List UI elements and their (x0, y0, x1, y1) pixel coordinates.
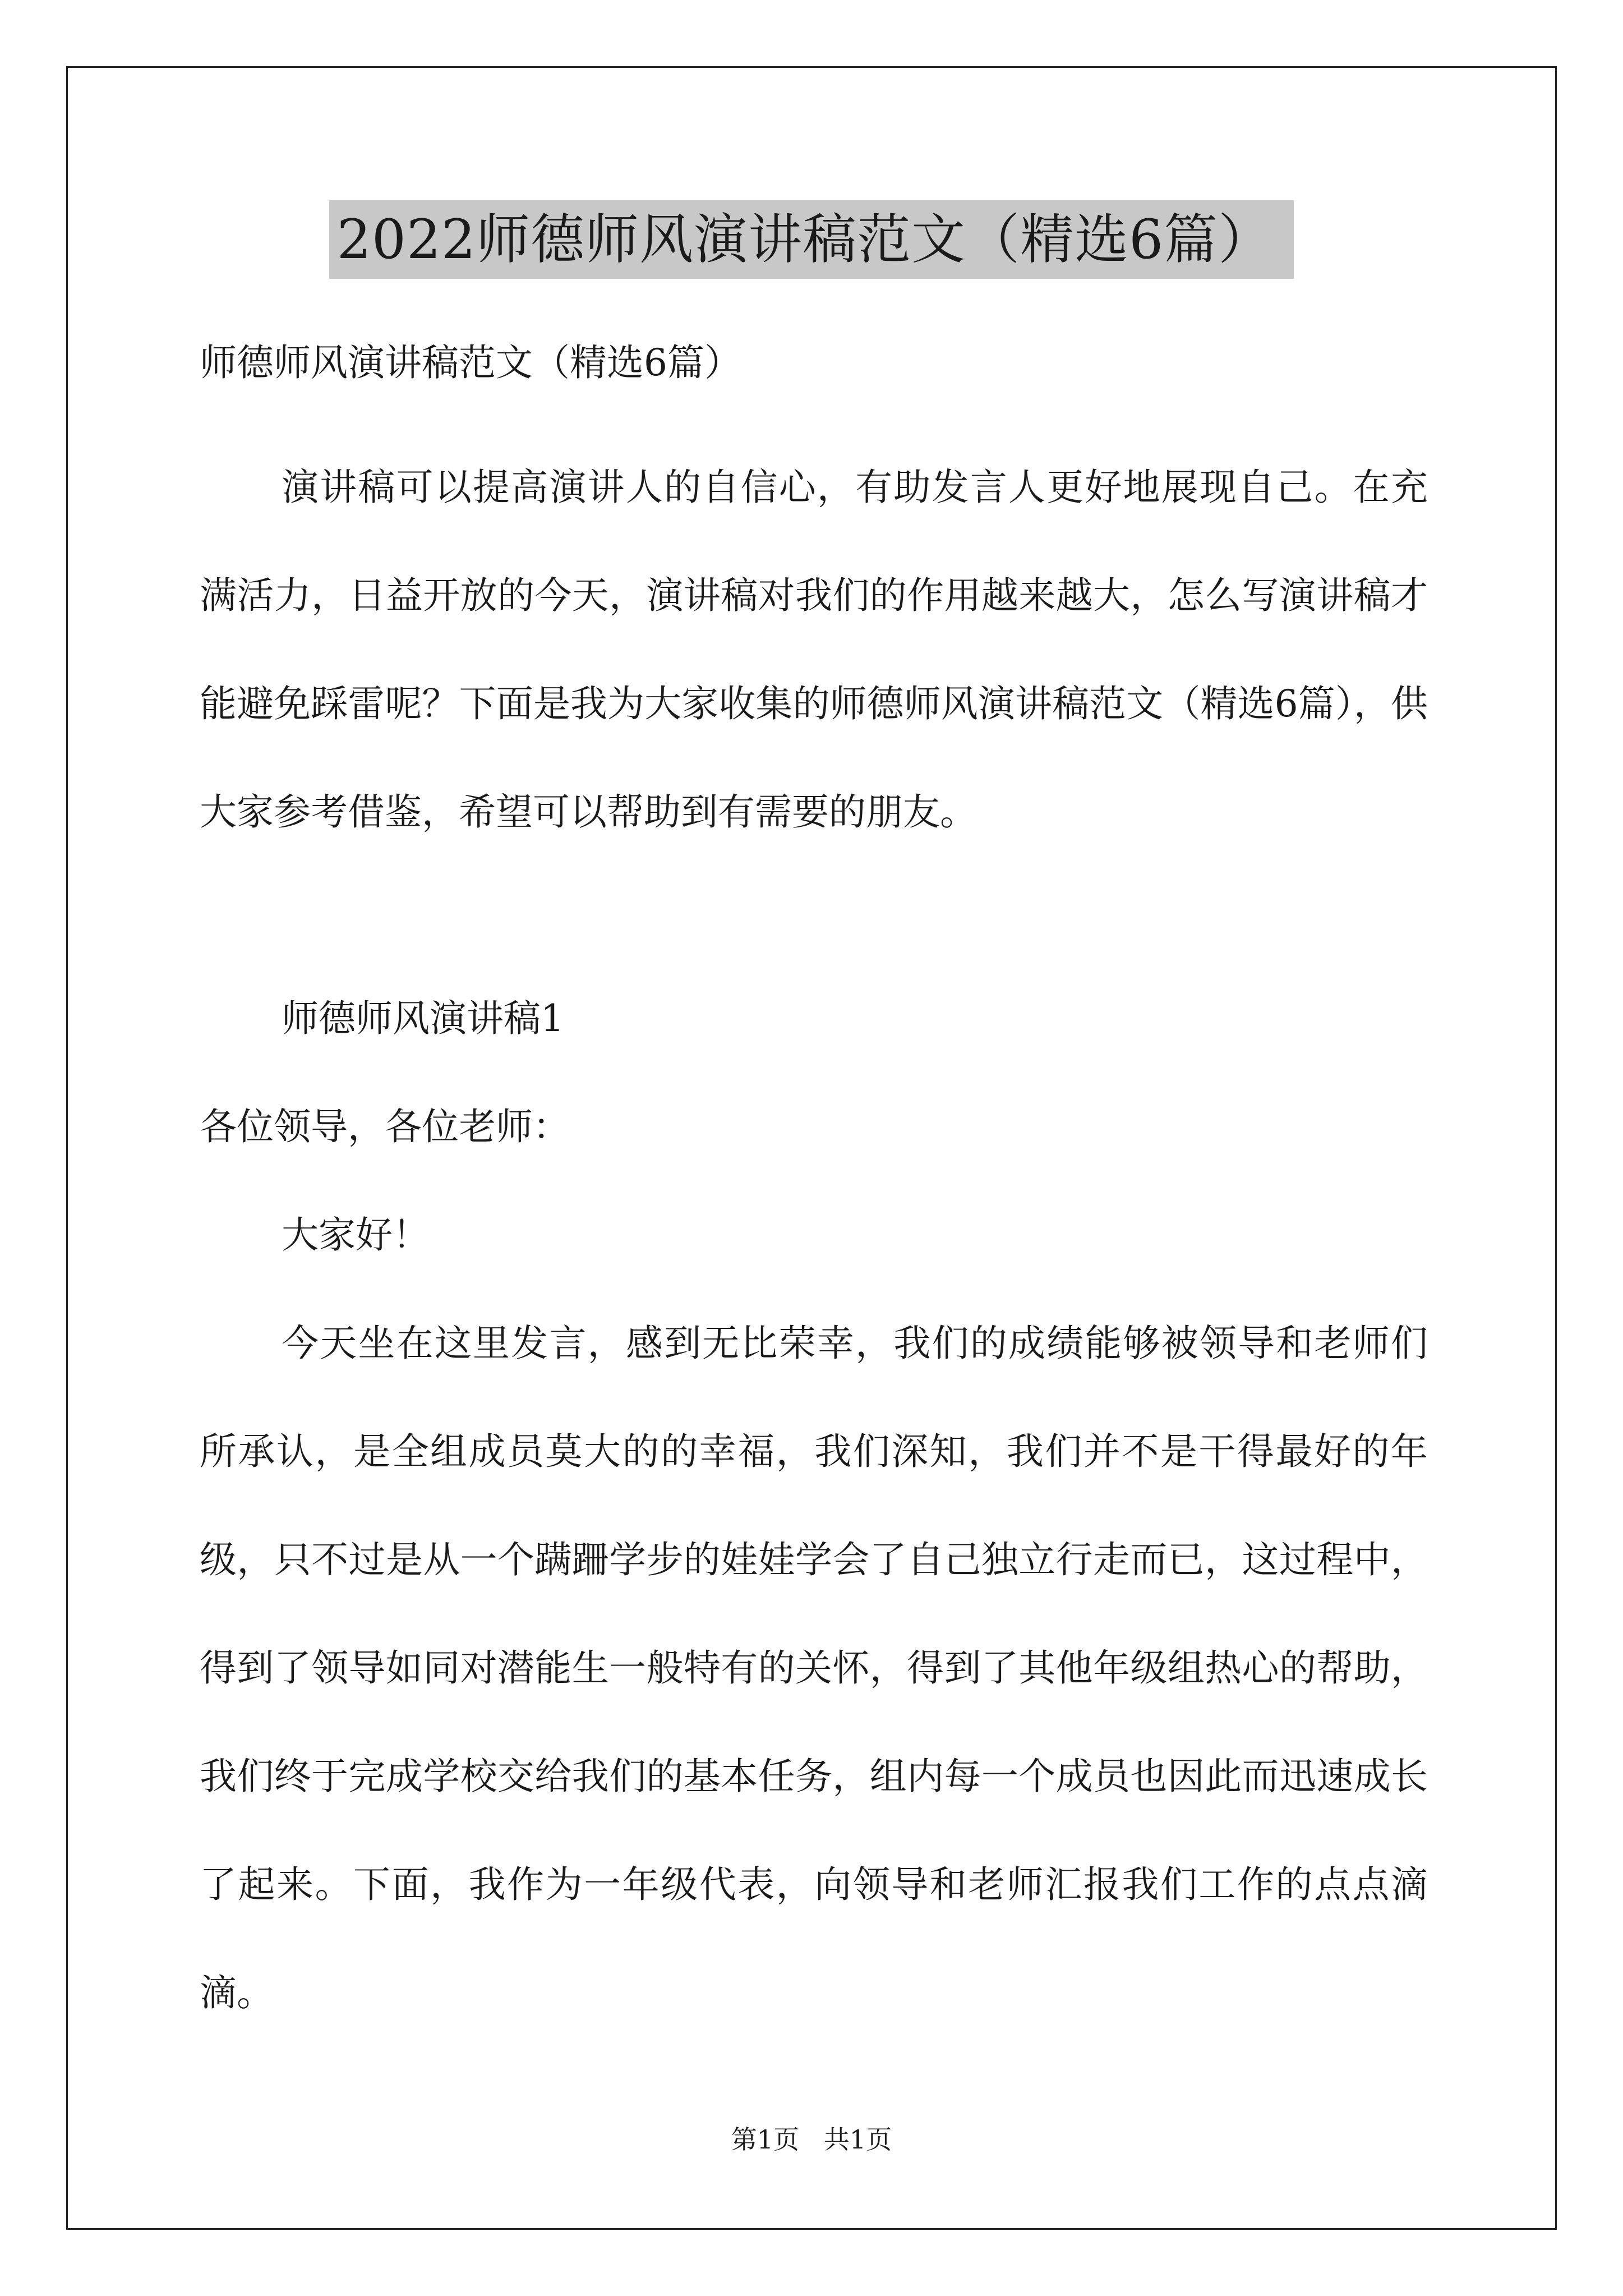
document-title: 2022师德师风演讲稿范文（精选6篇） (329, 200, 1294, 279)
salutation: 各位领导，各位老师： (200, 1105, 570, 1148)
page-number-footer: 第1页 共1页 (731, 2124, 892, 2155)
greeting: 大家好！ (282, 1213, 430, 1257)
section-heading: 师德师风演讲稿1 (282, 997, 564, 1040)
intro-paragraph: 演讲稿可以提高演讲人的自信心，有助发言人更好地展现自己。在充满活力，日益开放的今天，演讲稿对我们的作用越来越大，怎么写演讲稿才能避免踩雷呢？下面是我为大家收集的师德师风演讲稿范文（精选6篇），供大家参考借鉴，希望可以帮助到有需要的朋友。 (200, 466, 1428, 834)
document-subtitle: 师德师风演讲稿范文（精选6篇） (200, 341, 741, 384)
title-container (0, 200, 1623, 279)
body-paragraph: 今天坐在这里发言，感到无比荣幸，我们的成绩能够被领导和老师们所承认，是全组成员莫大的的幸福，我们深知，我们并不是干得最好的年级，只不过是从一个蹒跚学步的娃娃学会了自己独立行走而已，这过程中，得到了领导如同对潜能生一般特有的关怀，得到了其他年级组热心的帮助，我们终于完成学校交给我们的基本任务，组内每一个成员也因此而迅速成长了起来。下面，我作为一年级代表，向领导和老师汇报我们工作的点点滴滴。 (200, 1322, 1428, 2014)
